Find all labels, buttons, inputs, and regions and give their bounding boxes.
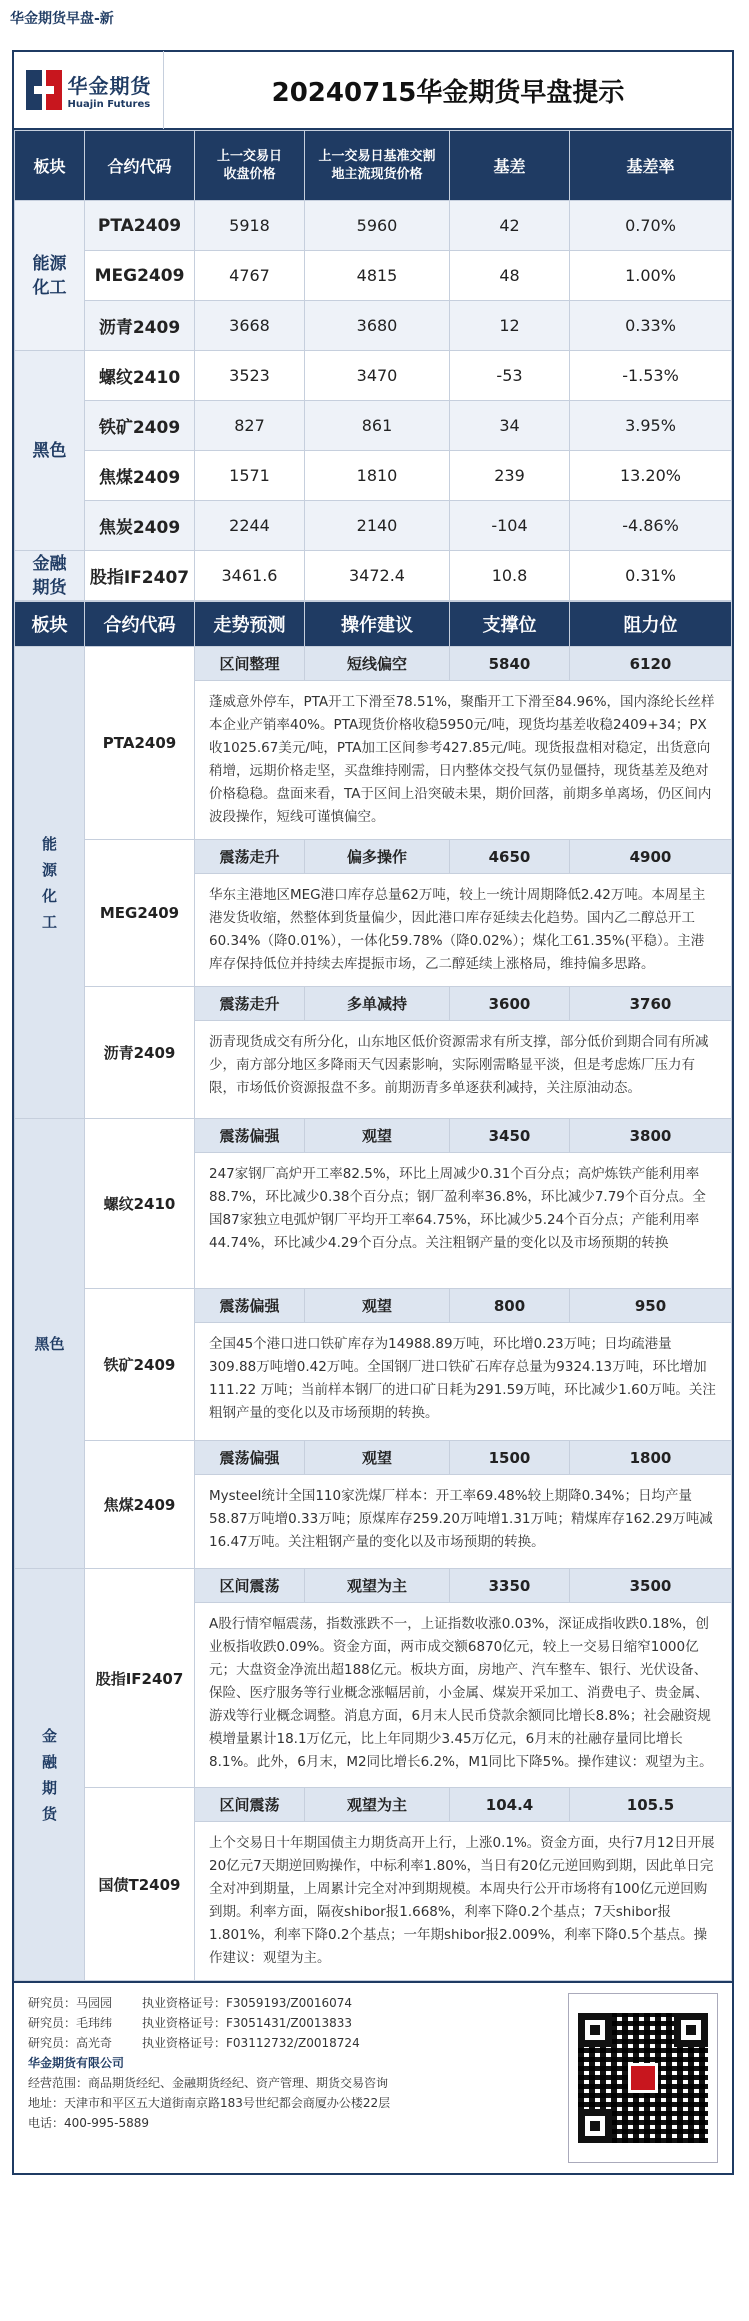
advice-cell: 观望 [305,1441,450,1475]
price-table [14,130,732,601]
price-header-code: 合约代码 [85,131,195,201]
code-cell: 股指IF2407 [85,551,195,601]
price-header-basis: 基差 [450,131,570,201]
analysis-subhead-row [15,1788,732,1822]
spot-price-cell: 3472.4 [305,551,450,601]
spot-price-cell: 4815 [305,251,450,301]
analysis-table [14,601,732,1981]
logo-mark-icon [26,70,62,110]
analysis-subhead-row [15,987,732,1021]
business-scope: 经营范围：商品期货经纪、金融期货经纪、资产管理、期货交易咨询 [28,2076,389,2090]
code-cell: 螺纹2410 [85,1119,195,1289]
sector-cell: 金 融 期 货 [15,1569,85,1981]
sector-cell: 能 源 化 工 [15,647,85,1119]
logo-cn: 华金期货 [67,74,152,98]
advice-cell: 观望 [305,1119,450,1153]
support-cell: 104.4 [450,1788,570,1822]
basis-rate-cell: 13.20% [570,451,732,501]
report-title: 20240715华金期货早盘提示 [271,77,625,108]
page-title: 华金期货早盘-新 [0,0,749,36]
close-price-cell: 3668 [195,301,305,351]
spot-price-cell: 1810 [305,451,450,501]
analysis-subhead-row [15,1289,732,1323]
advice-cell: 观望为主 [305,1788,450,1822]
advice-cell: 偏多操作 [305,840,450,874]
code-cell: MEG2409 [85,840,195,987]
analysis-subhead-row [15,1569,732,1603]
basis-rate-cell: 0.31% [570,551,732,601]
resistance-cell: 105.5 [570,1788,732,1822]
resistance-cell: 4900 [570,840,732,874]
researcher-row [28,1993,390,2013]
trend-cell: 区间震荡 [195,1788,305,1822]
basis-rate-cell: 3.95% [570,401,732,451]
code-cell: 焦煤2409 [85,1441,195,1569]
analysis-header-sector: 板块 [15,602,85,647]
sector-cell: 金融 期货 [15,551,85,601]
trend-cell: 震荡走升 [195,987,305,1021]
analysis-subhead-row [15,1441,732,1475]
table-row [15,351,732,401]
close-price-cell: 827 [195,401,305,451]
code-cell: MEG2409 [85,251,195,301]
analysis-text: 上个交易日十年期国债主力期货高开上行，上涨0.1%。资金方面，央行7月12日开展20亿元7天期逆回购操作，中标利率1.80%，当日有20亿元逆回购到期，因此单日完全对冲到期量，上周累计完全对冲到期规模。本周央行公开市场将有100亿元逆回购到期。利率方面，隔夜shibor报1.668%，利率下降0.2个基点；7天shibor报1.801%，利率下降0.2个基点；一年期shibor报2.009%，利率下降0.5个基点。操作建议：观望为主。 [195,1822,732,1981]
analysis-header-support: 支撑位 [450,602,570,647]
table-row [15,401,732,451]
close-price-cell: 4767 [195,251,305,301]
close-price-cell: 1571 [195,451,305,501]
analysis-text: Mysteel统计全国110家洗煤厂样本：开工率69.48%较上期降0.34%；日均产量58.87万吨增0.33万吨；原煤库存259.20万吨增1.31万吨；精煤库存162.29万吨减16.47万吨。关注粗钢产量的变化以及市场预期的转换。 [195,1475,732,1569]
analysis-header-advice: 操作建议 [305,602,450,647]
resistance-cell: 6120 [570,647,732,681]
basis-cell: -53 [450,351,570,401]
trend-cell: 震荡偏强 [195,1289,305,1323]
spot-price-cell: 861 [305,401,450,451]
researcher-row [28,2013,390,2033]
price-header-rate: 基差率 [570,131,732,201]
analysis-text: 沥青现货成交有所分化，山东地区低价资源需求有所支撑，部分低价到期合同有所减少，南方部分地区多降雨天气因素影响，实际刚需略显平淡，但是考虑炼厂压力有限，市场低价资源报盘不多。前期沥青多单逐获利减持，关注原油动态。 [195,1021,732,1119]
basis-cell: 34 [450,401,570,451]
support-cell: 1500 [450,1441,570,1475]
spot-price-cell: 2140 [305,501,450,551]
analysis-subhead-row [15,840,732,874]
table-row [15,201,732,251]
company-address: 地址：天津市和平区五大道街南京路183号世纪都会商厦办公楼22层 [28,2096,391,2110]
basis-cell: 42 [450,201,570,251]
analysis-text: 247家钢厂高炉开工率82.5%，环比上周减少0.31个百分点；高炉炼铁产能利用率88.7%，环比减少0.38个百分点；钢厂盈利率36.8%，环比减少7.79个百分点。全国87家独立电弧炉钢厂平均开工率64.75%，环比减少5.24个百分点；产能利用率44.74%，环比减少4.29个百分点。关注粗钢产量的变化以及市场预期的转换 [195,1153,732,1289]
company-phone: 电话：400-995-5889 [28,2116,150,2130]
analysis-header-trend: 走势预测 [195,602,305,647]
resistance-cell: 1800 [570,1441,732,1475]
spot-price-cell: 5960 [305,201,450,251]
company-name: 华金期货有限公司 [28,2056,125,2070]
table-row [15,301,732,351]
researcher-license: 执业资格证号：F03112732/Z0018724 [142,2036,360,2050]
sector-cell: 黑色 [15,1119,85,1569]
code-cell: PTA2409 [85,201,195,251]
price-header-sector: 板块 [15,131,85,201]
basis-rate-cell: -1.53% [570,351,732,401]
basis-cell: 48 [450,251,570,301]
basis-rate-cell: 1.00% [570,251,732,301]
support-cell: 800 [450,1289,570,1323]
basis-cell: 10.8 [450,551,570,601]
spot-price-cell: 3680 [305,301,450,351]
basis-rate-cell: 0.33% [570,301,732,351]
table-row [15,501,732,551]
report-frame [12,50,734,2175]
code-cell: 铁矿2409 [85,401,195,451]
resistance-cell: 950 [570,1289,732,1323]
analysis-text: 全国45个港口进口铁矿库存为14988.89万吨，环比增0.23万吨；日均疏港量309.88万吨增0.42万吨。全国钢厂进口铁矿石库存总量为9324.13万吨，环比增加111.22 万吨；当前样本钢厂的进口矿日耗为291.59万吨，环比减少1.60万吨。关注粗钢产量的变化以及市场预期的转换。 [195,1323,732,1441]
qr-code-icon [568,1993,718,2163]
trend-cell: 震荡偏强 [195,1441,305,1475]
price-header-close: 上一交易日 收盘价格 [195,131,305,201]
support-cell: 4650 [450,840,570,874]
analysis-text: 蓬威意外停车，PTA开工下滑至78.51%，聚酯开工下滑至84.96%，国内涤纶长丝样本企业产销率40%。PTA现货价格收稳5950元/吨，现货均基差收稳2409+34；PX收1025.67美元/吨，PTA加工区间参考427.85元/吨。现货报盘相对稳定，出货意向稍增，远期价格走坚，买盘维持刚需，日内整体交投气氛仍显僵持，现货基差及绝对价格稳稳。盘面来看，TA于区间上沿突破未果，期价回落，前期多单离场，仍区间内波段操作，短线可谨慎偏空。 [195,681,732,840]
trend-cell: 震荡偏强 [195,1119,305,1153]
trend-cell: 区间整理 [195,647,305,681]
basis-cell: 12 [450,301,570,351]
basis-rate-cell: 0.70% [570,201,732,251]
table-row [15,251,732,301]
code-cell: 沥青2409 [85,301,195,351]
analysis-text: A股行情窄幅震荡，指数涨跌不一，上证指数收涨0.03%，深证成指收跌0.18%，创业板指收跌0.09%。资金方面，两市成交额6870亿元，较上一交易日缩窄1000亿元；大盘资金净流出超188亿元。板块方面，房地产、汽车整车、银行、光伏设备、保险、医疗服务等行业概念涨幅居前，小金属、煤炭开采加工、消费电子、贵金属、游戏等行业概念调整。消息方面，6月末人民币贷款余额同比增长8.8%；社会融资规模增量累计18.1万亿元，比上年同期少3.45万亿元，6月末的社融存量同比增长8.1%。此外，6月末，M2同比增长6.2%，M1同比下降5%。操作建议：观望为主。 [195,1603,732,1788]
analysis-text: 华东主港地区MEG港口库存总量62万吨，较上一统计周期降低2.42万吨。本周星主港发货收缩，然整体到货量偏少，因此港口库存延续去化趋势。国内乙二醇总开工60.34%（降0.01%），一体化59.78%（降0.02%）；煤化工61.35%(平稳）。主港库存保持低位并持续去库提振市场，乙二醇延续上涨格局，维持偏多思路。 [195,874,732,987]
researcher-row [28,2033,390,2053]
close-price-cell: 5918 [195,201,305,251]
advice-cell: 观望为主 [305,1569,450,1603]
code-cell: PTA2409 [85,647,195,840]
advice-cell: 观望 [305,1289,450,1323]
code-cell: 焦煤2409 [85,451,195,501]
basis-cell: -104 [450,501,570,551]
code-cell: 螺纹2410 [85,351,195,401]
sector-cell: 能源 化工 [15,201,85,351]
researcher-name: 研究员：高光奇 [28,2036,113,2050]
table-row [15,451,732,501]
report-header [14,52,732,130]
trend-cell: 震荡走升 [195,840,305,874]
support-cell: 5840 [450,647,570,681]
code-cell: 焦炭2409 [85,501,195,551]
researcher-name: 研究员：马园园 [28,1996,113,2010]
analysis-subhead-row [15,1119,732,1153]
advice-cell: 短线偏空 [305,647,450,681]
close-price-cell: 2244 [195,501,305,551]
resistance-cell: 3500 [570,1569,732,1603]
basis-rate-cell: -4.86% [570,501,732,551]
code-cell: 股指IF2407 [85,1569,195,1788]
spot-price-cell: 3470 [305,351,450,401]
analysis-header-code: 合约代码 [85,602,195,647]
close-price-cell: 3461.6 [195,551,305,601]
resistance-cell: 3760 [570,987,732,1021]
company-logo [14,51,164,129]
code-cell: 国债T2409 [85,1788,195,1981]
researcher-license: 执业资格证号：F3059193/Z0016074 [142,1996,353,2010]
advice-cell: 多单减持 [305,987,450,1021]
trend-cell: 区间震荡 [195,1569,305,1603]
researcher-name: 研究员：毛玮纬 [28,2016,113,2030]
table-row [15,551,732,601]
support-cell: 3350 [450,1569,570,1603]
support-cell: 3600 [450,987,570,1021]
price-header-spot: 上一交易日基准交割 地主流现货价格 [305,131,450,201]
code-cell: 沥青2409 [85,987,195,1119]
logo-en: Huajin Futures [67,99,151,110]
code-cell: 铁矿2409 [85,1289,195,1441]
basis-cell: 239 [450,451,570,501]
report-footer [14,1981,732,2173]
close-price-cell: 3523 [195,351,305,401]
support-cell: 3450 [450,1119,570,1153]
analysis-header-resistance: 阻力位 [570,602,732,647]
resistance-cell: 3800 [570,1119,732,1153]
researcher-license: 执业资格证号：F3051431/Z0013833 [142,2016,353,2030]
sector-cell: 黑色 [15,351,85,551]
analysis-subhead-row [15,647,732,681]
